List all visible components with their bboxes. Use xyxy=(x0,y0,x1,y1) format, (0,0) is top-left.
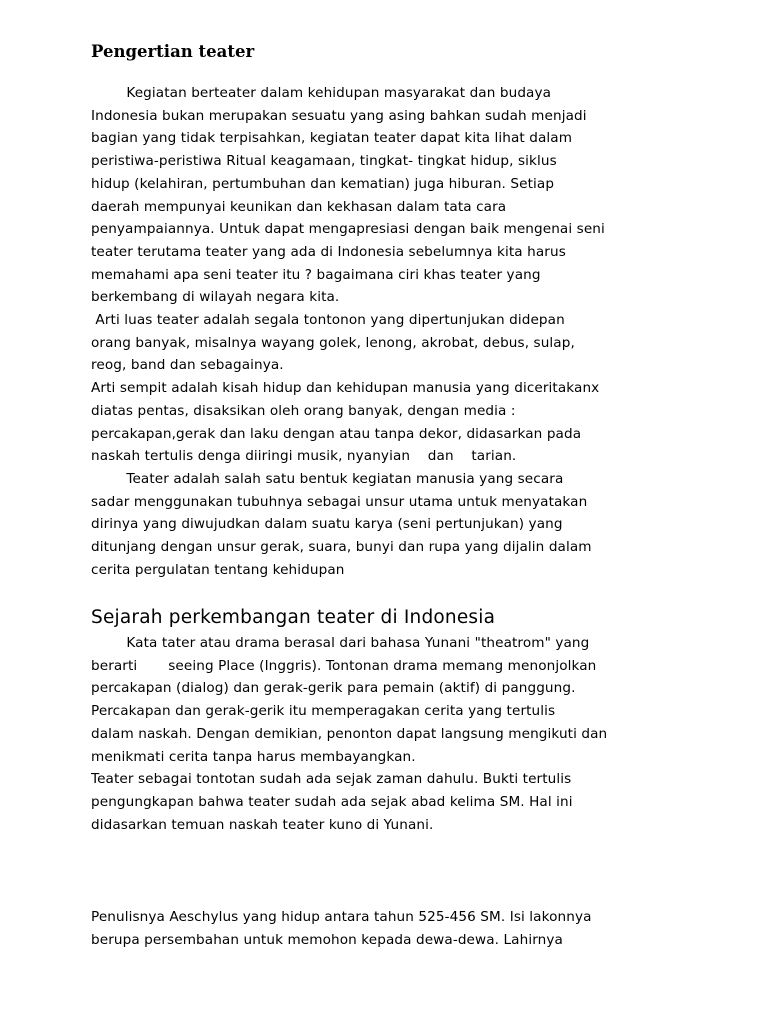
paragraph-line: percakapan,gerak dan laku dengan atau tanpa dekor, didasarkan pada xyxy=(91,425,582,442)
paragraph-line: pengungkapan bahwa teater sudah ada sejak abad kelima SM. Hal ini xyxy=(91,793,573,810)
paragraph-line: Indonesia bukan merupakan sesuatu yang asing bahkan sudah menjadi xyxy=(91,107,587,124)
paragraph-line: orang banyak, misalnya wayang golek, lenong, akrobat, debus, sulap, xyxy=(91,334,575,351)
paragraph-line: sadar menggunakan tubuhnya sebagai unsur utama untuk menyatakan xyxy=(91,493,588,510)
paragraph-line: memahami apa seni teater itu ? bagaimana ciri khas teater yang xyxy=(91,266,541,283)
paragraph-line: dalam naskah. Dengan demikian, penonton dapat langsung mengikuti dan xyxy=(91,725,608,742)
paragraph-line: bagian yang tidak terpisahkan, kegiatan teater dapat kita lihat dalam xyxy=(91,130,573,147)
paragraph-line: berkembang di wilayah negara kita. xyxy=(91,289,340,306)
paragraph-line: Teater adalah salah satu bentuk kegiatan manusia yang secara xyxy=(91,470,564,487)
paragraph-line: peristiwa-peristiwa Ritual keagamaan, tingkat- tingkat hidup, siklus xyxy=(91,153,557,170)
paragraph-line: Kata tater atau drama berasal dari bahasa Yunani "theatrom" yang xyxy=(91,635,590,651)
paragraph-line: berupa persembahan untuk memohon kepada dewa-dewa. Lahirnya xyxy=(91,932,563,948)
paragraph-line: didasarkan temuan naskah teater kuno di Yunani. xyxy=(91,816,434,833)
paragraph-line: naskah tertulis denga diiringi musik, nyanyian dan tarian. xyxy=(91,448,517,465)
paragraph-line: berarti seeing Place (Inggris). Tontonan drama memang menonjolkan xyxy=(91,657,597,674)
paragraph-line: ditunjang dengan unsur gerak, suara, bunyi dan rupa yang dijalin dalam xyxy=(91,539,592,555)
paragraph-line: Teater sebagai tontotan sudah ada sejak zaman dahulu. Bukti tertulis xyxy=(91,771,572,788)
paragraph-line: daerah mempunyai keunikan dan kekhasan dalam tata cara xyxy=(91,198,507,215)
paragraph-line: diatas pentas, disaksikan oleh orang banyak, dengan media : xyxy=(91,402,516,419)
paragraph-line: menikmati cerita tanpa harus membayangkan. xyxy=(91,748,416,765)
paragraph-line: dirinya yang diwujudkan dalam suatu karya (seni pertunjukan) yang xyxy=(91,516,563,533)
paragraph-line: penyampaiannya. Untuk dapat mengapresiasi dengan baik mengenai seni xyxy=(91,221,605,238)
paragraph-line: teater terutama teater yang ada di Indonesia sebelumnya kita harus xyxy=(91,243,566,260)
paragraph-line: Percakapan dan gerak-gerik itu memperagakan cerita yang tertulis xyxy=(91,703,556,720)
paragraph-line: Penulisnya Aeschylus yang hidup antara tahun 525-456 SM. Isi lakonnya xyxy=(91,909,592,925)
paragraph-line: percakapan (dialog) dan gerak-gerik para pemain (aktif) di panggung. xyxy=(91,680,576,697)
paragraph-line: reog, band dan sebagainya. xyxy=(91,357,284,374)
paragraph-line: cerita pergulatan tentang kehidupan xyxy=(91,561,345,578)
section-title-sejarah: Sejarah perkembangan teater di Indonesia xyxy=(91,607,496,628)
paragraph-line: hidup (kelahiran, pertumbuhan dan kematian) juga hiburan. Setiap xyxy=(91,175,555,192)
section-title-pengertian: Pengertian teater xyxy=(91,42,255,61)
paragraph-line: Kegiatan berteater dalam kehidupan masyarakat dan budaya xyxy=(91,85,552,101)
paragraph-line: Arti luas teater adalah segala tontonon yang dipertunjukan didepan xyxy=(91,312,565,328)
paragraph-line: Arti sempit adalah kisah hidup dan kehidupan manusia yang diceritakanx xyxy=(91,380,600,397)
